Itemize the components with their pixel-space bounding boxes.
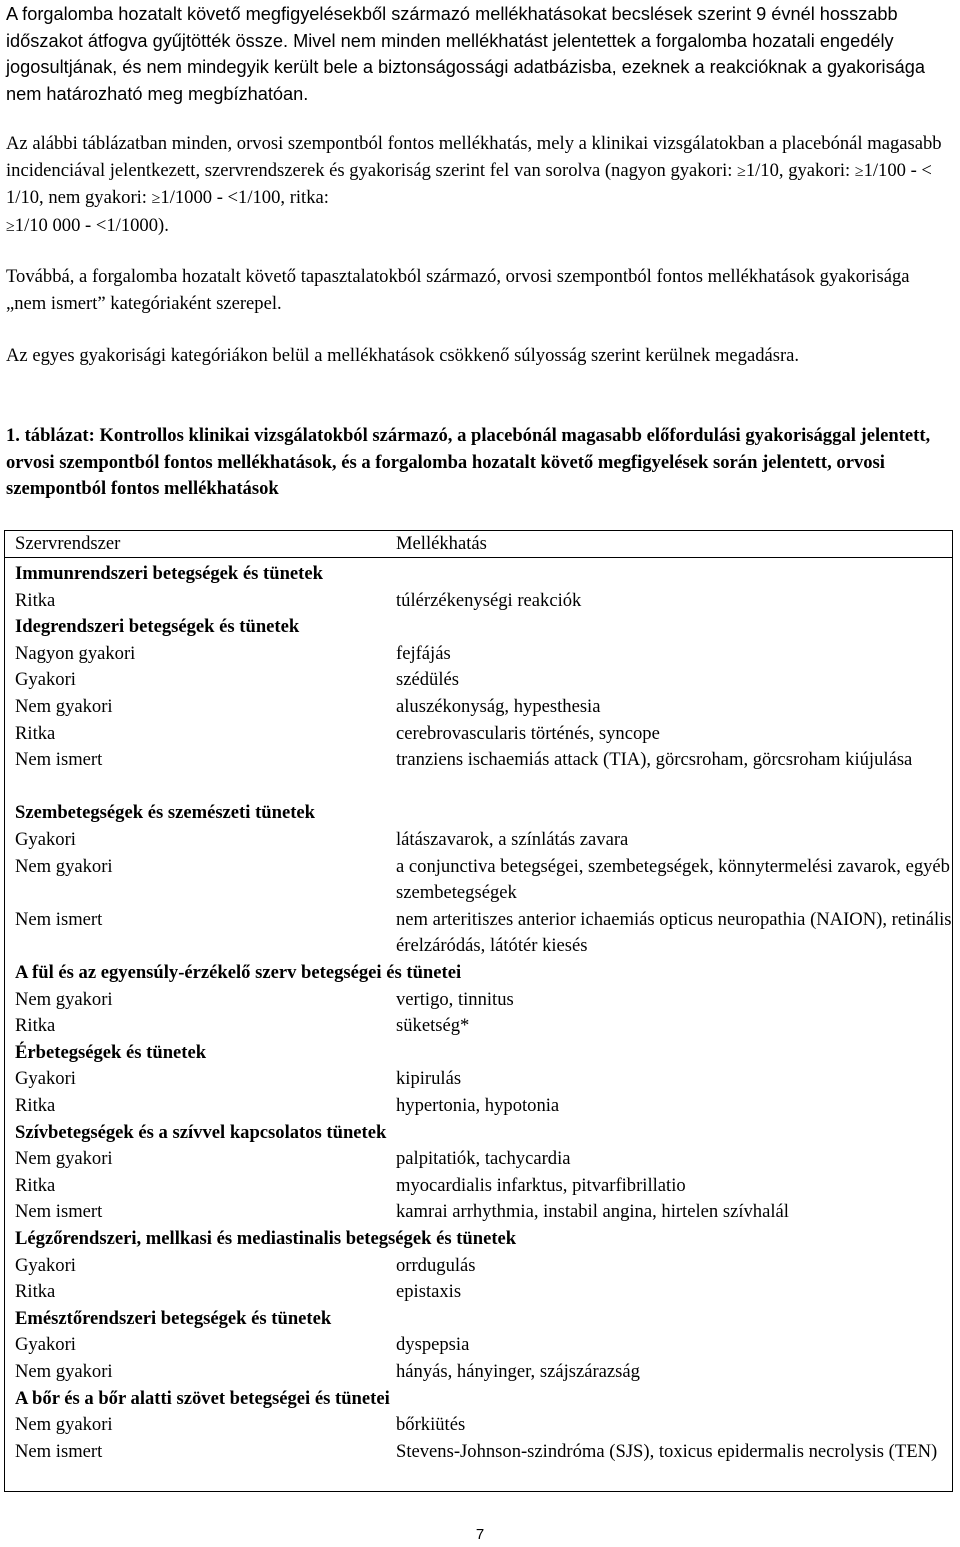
header-adverse-reaction: Mellékhatás <box>396 533 487 554</box>
ge-symbol: ≥ <box>6 217 15 235</box>
adverse-reaction-cell: kipirulás <box>396 1068 462 1090</box>
frequency-cell: Gyakori <box>15 669 76 691</box>
frequency-cell: Nem gyakori <box>15 696 113 717</box>
frequency-cell: Nem ismert <box>15 1201 103 1223</box>
adverse-reaction-cell: szédülés <box>396 669 459 691</box>
intro-paragraph: A forgalomba hozatalt követő megfigyelésekből származó mellékhatásokat becslések szerint 9 évnél hosszabb időszakot átfogva gyűjtötték össze. Mivel nem minden mellékhatást jelentettek a forgalomba hozatali engedély jogosultjának, és nem mindegyik került bele a biztonságossági adatbázisba, ezeknek a reakcióknak a gyakorisága nem határozható meg megbízhatóan. <box>6 4 926 104</box>
header-organ-system: Szervrendszer <box>15 533 121 554</box>
adverse-reaction-cell: Stevens-Johnson-szindróma (SJS), toxicus epidermalis necrolysis (TEN) <box>396 1440 938 1462</box>
frequency-cell: Nem gyakori <box>15 988 113 1010</box>
organ-system-heading: Emésztőrendszeri betegségek és tünetek <box>15 1307 332 1329</box>
para2-text-5: 1/10 000 - <1/1000). <box>14 214 169 236</box>
frequency-cell: Ritka <box>15 1095 56 1116</box>
adverse-reaction-cell: hányás, hányinger, szájszárazság <box>396 1361 640 1382</box>
adverse-reaction-cell: epistaxis <box>396 1281 462 1303</box>
frequency-cell: Ritka <box>15 1281 56 1303</box>
para2-text-2: 1/10, gyakori: <box>745 159 855 181</box>
frequency-cell: Gyakori <box>15 1068 76 1090</box>
adverse-reaction-cell: cerebrovascularis történés, syncope <box>396 722 660 744</box>
adverse-reaction-cell: kamrai arrhythmia, instabil angina, hirtelen szívhalál <box>396 1201 789 1223</box>
adverse-reaction-cell: aluszékonyság, hypesthesia <box>396 696 601 717</box>
adverse-reaction-cell: látászavarok, a színlátás zavara <box>396 829 629 850</box>
frequency-cell: Nem gyakori <box>15 1361 113 1382</box>
adverse-reaction-cell: vertigo, tinnitus <box>396 988 514 1010</box>
frequency-cell: Gyakori <box>15 829 76 850</box>
organ-system-heading: Érbetegségek és tünetek <box>15 1041 207 1063</box>
frequency-cell: Nagyon gyakori <box>15 642 136 664</box>
frequency-cell: Nem gyakori <box>15 855 113 877</box>
organ-system-heading: Szembetegségek és szemészeti tünetek <box>15 802 315 824</box>
frequency-cell: Gyakori <box>15 1254 76 1276</box>
organ-system-heading: Immunrendszeri betegségek és tünetek <box>15 563 323 584</box>
ge-symbol: ≥ <box>854 162 864 180</box>
frequency-cell: Gyakori <box>15 1334 76 1356</box>
adverse-reaction-cell: a conjunctiva betegségei, szembetegségek, könnytermelési zavarok, egyéb szembetegségek <box>396 855 950 904</box>
frequency-cell: Nem ismert <box>15 1440 103 1462</box>
frequency-cell: Nem gyakori <box>15 1148 113 1170</box>
organ-system-heading: A bőr és a bőr alatti szövet betegségei és tünetei <box>15 1387 390 1409</box>
frequency-cell: Ritka <box>15 589 56 611</box>
adverse-reaction-cell: orrdugulás <box>396 1254 476 1276</box>
frequency-cell: Nem ismert <box>15 908 103 930</box>
organ-system-heading: A fül és az egyensúly-érzékelő szerv betegségei és tünetei <box>15 962 462 983</box>
page-number: 7 <box>475 1526 485 1543</box>
ge-symbol: ≥ <box>151 190 161 208</box>
ge-symbol: ≥ <box>737 162 746 180</box>
severity-paragraph: Az egyes gyakorisági kategóriákon belül a mellékhatások csökkenő súlyosság szerint kerülnek megadásra. <box>6 345 800 366</box>
adverse-reaction-cell: myocardialis infarktus, pitvarfibrillatio <box>396 1174 686 1196</box>
frequency-cell: Ritka <box>15 722 56 744</box>
table-header <box>5 531 952 558</box>
adverse-reaction-cell: tranziens ischaemiás attack (TIA), görcsroham, görcsroham kiújulása <box>396 749 913 771</box>
adverse-reaction-cell: süketség* <box>396 1015 470 1037</box>
adverse-reaction-cell: hypertonia, hypotonia <box>396 1095 560 1116</box>
adverse-reaction-cell: bőrkiütés <box>396 1414 466 1436</box>
para2-text-3: 1/100 - < 1/10, nem gyakori: <box>6 159 932 209</box>
postmarketing-paragraph: Továbbá, a forgalomba hozatalt követő tapasztalatokból származó, orvosi szempontból fontos mellékhatások gyakorisága „nem ismert” kategóriaként szerepel. <box>6 266 910 314</box>
adverse-reaction-cell: palpitatiók, tachycardia <box>396 1148 571 1170</box>
adverse-reactions-table <box>4 530 953 1492</box>
organ-system-heading: Légzőrendszeri, mellkasi és mediastinalis betegségek és tünetek <box>15 1228 517 1249</box>
adverse-reaction-cell: dyspepsia <box>396 1334 470 1356</box>
document-page <box>6 0 954 500</box>
para2-text-4: 1/1000 - <1/100, ritka: <box>160 187 329 209</box>
table-caption: 1. táblázat: Kontrollos klinikai vizsgálatokból származó, a placebónál magasabb előfordulási gyakorisággal jelentett, orvosi szempontból fontos mellékhatások, és a forgalomba hozatalt követő megfigyelések során jelentett, orvosi szempontból fontos mellékhatások <box>6 425 931 500</box>
frequency-paragraph <box>6 131 954 240</box>
frequency-cell: Ritka <box>15 1174 56 1196</box>
adverse-reaction-cell: fejfájás <box>396 642 451 664</box>
para2-text-1: Az alábbi táblázatban minden, orvosi szempontból fontos mellékhatás, mely a klinikai vizsgálatokban a placebónál magasabb incidenciával jelentkezett, szervrendszerek és gyakoriság szerint fel van sorolva (nagyon gyakori: <box>6 133 942 181</box>
organ-system-heading: Szívbetegségek és a szívvel kapcsolatos tünetek <box>15 1121 387 1143</box>
frequency-cell: Nem ismert <box>15 749 103 771</box>
adverse-reaction-cell: nem arteritiszes anterior ichaemiás opticus neuropathia (NAION), retinális érelzáródás, látótér kiesés <box>396 908 952 957</box>
frequency-cell: Nem gyakori <box>15 1414 113 1436</box>
adverse-reaction-cell: túlérzékenységi reakciók <box>396 589 582 611</box>
frequency-cell: Ritka <box>15 1015 56 1037</box>
organ-system-heading: Idegrendszeri betegségek és tünetek <box>15 616 300 638</box>
